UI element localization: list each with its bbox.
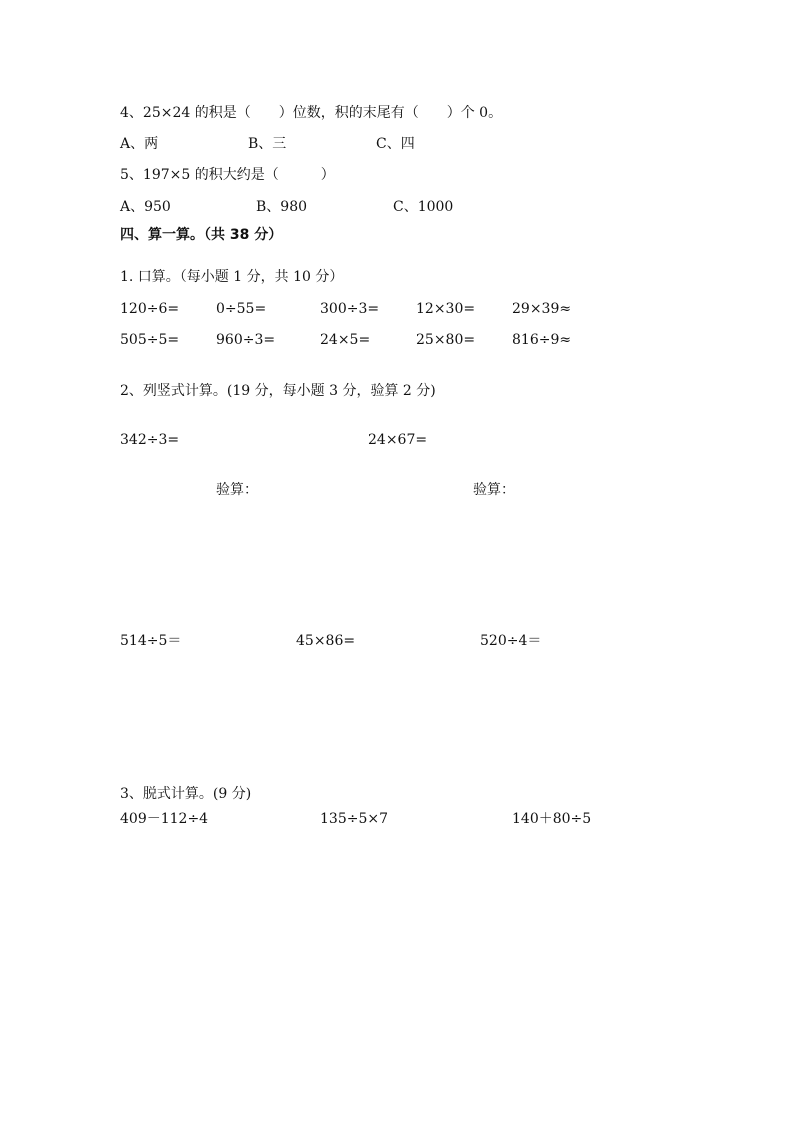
vertical-problem: 45×86= [296,633,356,649]
mental-problem: 505÷5= [120,332,180,348]
part-1-title: 1. 口算。（每小题 1 分，共 10 分） [120,269,344,285]
vertical-problem: 24×67= [368,432,428,448]
mental-problem: 960÷3= [216,332,276,348]
part-3-title: 3、脱式计算。(9 分) [120,786,252,802]
question-4: 4、25×24 的积是（ ）位数，积的末尾有（ ）个 0。 [120,105,503,121]
mental-problem: 816÷9≈ [512,332,572,348]
section-4-heading: 四、算一算。（共 38 分） [120,227,283,243]
q5-option-a: A、950 [120,199,171,215]
q4-option-b: B、三 [248,136,287,152]
mental-problem: 300÷3= [320,301,380,317]
vertical-problem: 520÷4＝ [480,633,542,649]
q5-option-b: B、980 [256,199,308,215]
mental-problem: 29×39≈ [512,301,572,317]
vertical-problem: 342÷3= [120,432,180,448]
q4-option-c: C、四 [376,136,415,152]
stepwise-problem: 409－112÷4 [120,811,209,827]
mental-problem: 12×30= [416,301,476,317]
mental-problem: 24×5= [320,332,371,348]
q4-option-a: A、两 [120,136,159,152]
q5-option-c: C、1000 [393,199,454,215]
stepwise-problem: 140＋80÷5 [512,811,592,827]
vertical-problem: 514÷5＝ [120,633,182,649]
check-label: 验算： [473,482,515,498]
part-2-title: 2、列竖式计算。(19 分，每小题 3 分，验算 2 分) [120,383,436,399]
mental-problem: 0÷55= [216,301,267,317]
mental-problem: 25×80= [416,332,476,348]
check-label: 验算： [216,482,258,498]
question-5: 5、197×5 的积大约是（ ） [120,167,335,183]
mental-problem: 120÷6= [120,301,180,317]
stepwise-problem: 135÷5×7 [320,811,388,827]
